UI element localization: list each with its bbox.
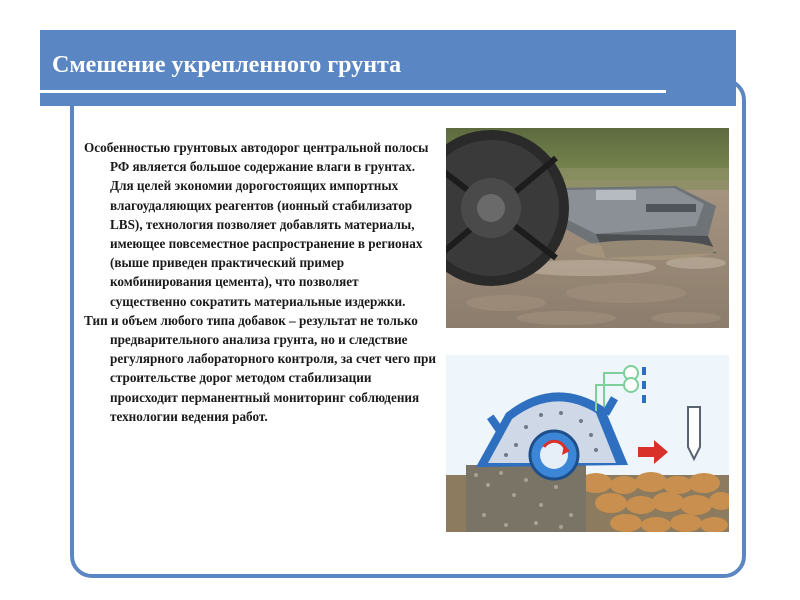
title-underline — [40, 90, 666, 93]
paragraph-2: Тип и объем любого типа добавок – результат не только предварительного анализа грунта, но и следствие регулярного лабораторного контроля, за счет чего при строительстве дорог методом стабилизации происходит перманентный мониторинг соблюдения технологии ведения работ. — [84, 312, 436, 424]
tractor-photo — [446, 128, 729, 328]
tractor-photo-svg — [446, 128, 729, 328]
mixing-drum-diagram — [446, 355, 729, 532]
slide-title: Смешение укрепленного грунта — [52, 52, 402, 78]
mixing-drum-diagram-svg — [446, 355, 729, 532]
slide-body — [84, 138, 438, 426]
paragraph-1: Особенностью грунтовых автодорог центральной полосы РФ является большое содержание влаги в грунтах. Для целей экономии дорогостоящих импортных влагоудаляющих реагентов (ионный стабилизатор LBS), технология позволяет добавлять материалы, имеющее повсеместное распространение в регионах (выше приведен практический пример комбинирования цемента), что позволяет существенно сократить материальные издержки. — [84, 140, 429, 309]
